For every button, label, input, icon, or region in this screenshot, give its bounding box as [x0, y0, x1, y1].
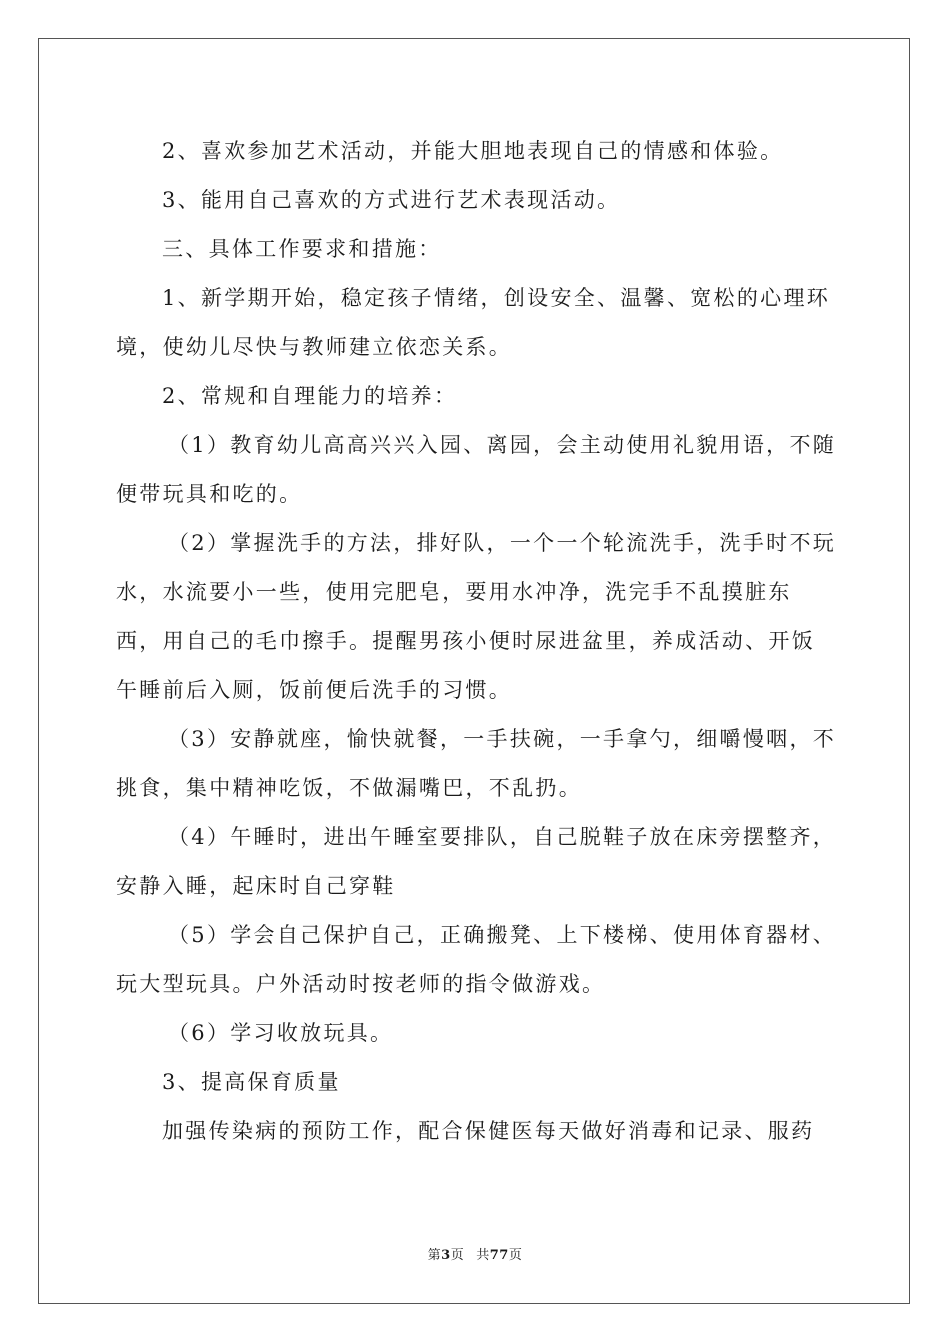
- paragraph-item-4: （4）午睡时，进出午睡室要排队，自己脱鞋子放在床旁摆整齐，安静入睡，起床时自己穿鞋: [116, 825, 837, 898]
- total-label-prefix: 共: [476, 1248, 490, 1263]
- page-footer: [0, 1244, 950, 1263]
- paragraph-item-6: （6）学习收放玩具。: [168, 1021, 394, 1045]
- paragraph-goal-3: 3、能用自己喜欢的方式进行艺术表现活动。: [162, 188, 621, 212]
- paragraph-item-2: （2）掌握洗手的方法，排好队，一个一个轮流洗手，洗手时不玩水，水流要小一些，使用完肥皂，要用水冲净，洗完手不乱摸脏东西，用自己的毛巾擦手。提醒男孩小便时尿进盆里，养成活动、开饭午睡前后入厕，饭前便后洗手的习惯。: [116, 531, 837, 702]
- page-label-prefix: 第: [427, 1248, 442, 1263]
- page-number: 3: [441, 1248, 451, 1263]
- paragraph-measure-1: 1、新学期开始，稳定孩子情绪，创设安全、温馨、宽松的心理环境，使幼儿尽快与教师建立依恋关系。: [116, 286, 831, 359]
- paragraph-disease-prevention: 加强传染病的预防工作，配合保健医每天做好消毒和记录、服药: [162, 1119, 815, 1143]
- paragraph-measure-2: 2、常规和自理能力的培养：: [162, 384, 458, 408]
- paragraph-measure-3: 3、提高保育质量: [162, 1070, 341, 1094]
- page-label-suffix: 页: [450, 1248, 465, 1263]
- paragraph-goal-2: 2、喜欢参加艺术活动，并能大胆地表现自己的情感和体验。: [162, 139, 784, 163]
- document-body: [116, 127, 838, 1156]
- total-label-suffix: 页: [508, 1248, 523, 1263]
- paragraph-item-5: （5）学会自己保护自己，正确搬凳、上下楼梯、使用体育器材、玩大型玩具。户外活动时按老师的指令做游戏。: [116, 923, 837, 996]
- total-pages: 77: [489, 1248, 509, 1263]
- paragraph-item-1: （1）教育幼儿高高兴兴入园、离园，会主动使用礼貌用语，不随便带玩具和吃的。: [116, 433, 837, 506]
- section-heading-requirements: 三、具体工作要求和措施：: [162, 237, 442, 261]
- paragraph-item-3: （3）安静就座，愉快就餐，一手扶碗，一手拿勺，细嚼慢咽，不挑食，集中精神吃饭，不做漏嘴巴，不乱扔。: [116, 727, 837, 800]
